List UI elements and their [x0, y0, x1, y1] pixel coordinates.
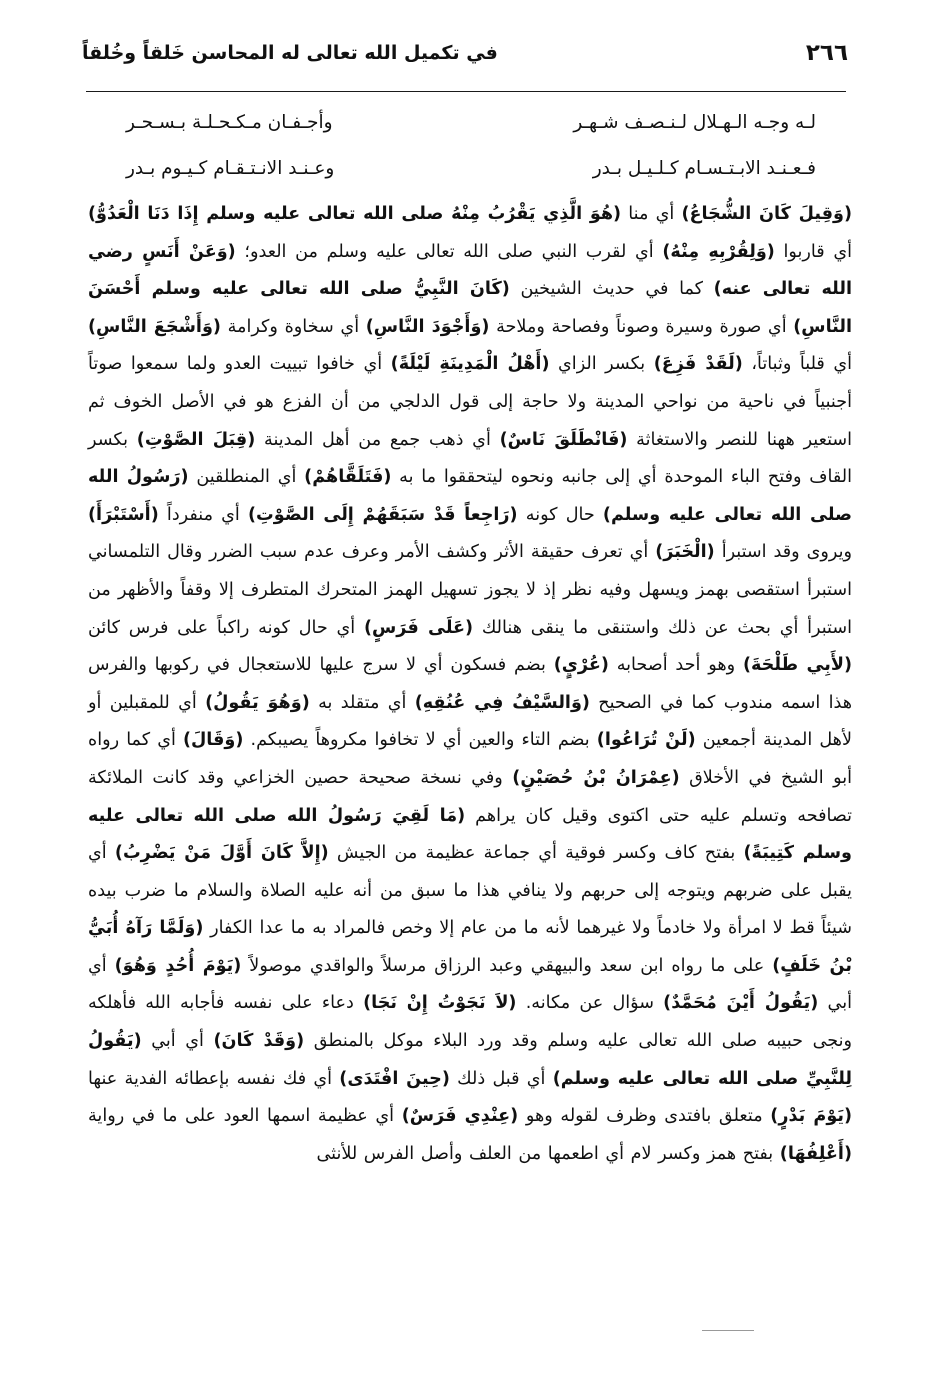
running-title: في تكميل الله تعالى له المحاسن خَلقاً وخُلقاً	[82, 42, 498, 64]
quoted-matn-text: (وَقَدْ كَانَ)	[213, 1031, 305, 1052]
commentary-segment: أي قاربوا	[774, 241, 852, 262]
header-divider	[86, 91, 846, 92]
commentary-segment: أي خافوا تبييت العدو ولما سمعوا صوتاً أجنبياً في ناحية من نواحي المدينة ولا حاجة إلى قول الدلجي من أن الفزع هو في الأصل الخوف ثم استعير ههنا للنصر والاستغاثة	[88, 354, 853, 450]
commentary-segment: أي أبي	[88, 955, 852, 1014]
poem-second-hemistich: وأجـفـان مـكـحـلـة بـسـحـر	[126, 112, 333, 133]
commentary-segment: أي فك نفسه بإعطائه الفدية عنها	[88, 1068, 340, 1089]
poem-verse	[126, 106, 816, 152]
commentary-segment: أي سخاوة وكرامة	[220, 316, 366, 337]
commentary-segment: ويروى وقد استبرأ	[714, 542, 852, 563]
commentary-segment: دعاء على نفسه فأجابه الله فأهلكه ونجى حبيبه صلى الله تعالى عليه وسلم وقد ورد البلاء موكل بالمنطق	[88, 993, 853, 1052]
commentary-segment: أي كما رواه أبو الشيخ في الأخلاق	[88, 730, 853, 788]
quoted-matn-text: (لأَبِي طَلْحَةَ)	[742, 655, 852, 676]
commentary-segment: أي قلباً وثباتاً،	[742, 354, 852, 375]
quoted-matn-text: (وَالسَّيْفُ فِي عُنُقِهِ)	[414, 692, 590, 713]
poem-verse	[126, 152, 816, 198]
commentary-segment: أي متقلد به	[309, 692, 415, 713]
quoted-matn-text: (الْخَبَرَ)	[655, 542, 715, 563]
quoted-matn-text: (إِلاَّ كَانَ أَوَّلَ مَنْ يَضْرِبُ)	[114, 843, 329, 864]
quoted-matn-text: (أَعْلِفُهَا)	[779, 1143, 852, 1164]
quoted-matn-text: (رَاجِعاً قَدْ سَبَقَهُمْ إِلَى الصَّوْتِ)	[247, 504, 518, 525]
commentary-text	[88, 196, 852, 1173]
commentary-segment: بفتح همز وكسر لام أي اطعمها من العلف وأصل الفرس للأنثى	[316, 1143, 780, 1164]
quoted-matn-text: (كَانَ النَّبِيُّ صلى الله تعالى عليه وسلم أَحْسَنَ النَّاسِ)	[88, 279, 852, 337]
quoted-matn-text: (وَقَالَ)	[182, 730, 244, 751]
commentary-segment: وهو أحد أصحابه	[608, 655, 743, 676]
quoted-matn-text: (فَانْطَلَقَ نَاسٌ)	[499, 429, 628, 450]
commentary-segment: على ما رواه ابن سعد والبيهقي وعبد الرزاق مرسلاً والواقدي موصولاً	[241, 955, 773, 976]
commentary-segment: أي يقبل على ضربهم ويتوجه إلى حربهم ولا ينافي هذا ما سبق من أنه عليه الصلاة والسلام ما ضرب بيده شيئاً قط لا امرأة ولا خادماً ولا غيرهما لأنه ما من عام إلا وخص فالمراد به ما عدا الكفار	[88, 843, 853, 939]
commentary-segment: أي لقرب النبي صلى الله تعالى عليه وسلم من العدو؛	[235, 241, 663, 262]
commentary-segment: بكسر الزاي	[549, 354, 654, 375]
running-head	[82, 34, 848, 84]
quoted-matn-text: (يَقُولُ لِلنَّبِيِّ صلى الله تعالى عليه وسلم)	[88, 1031, 852, 1089]
quoted-matn-text: (وَأَشْجَعَ النَّاسِ)	[88, 316, 221, 337]
quoted-matn-text: (حِينَ افْتَدَى)	[339, 1068, 450, 1089]
commentary-segment: بضم التاء والعين أي لا تخافوا مكروهاً يصيبكم.	[243, 730, 597, 751]
quoted-matn-text: (يَوْمَ أُحُدٍ وَهُوَ)	[114, 955, 242, 976]
commentary-segment: أي حال كونه راكباً على فرس كائن	[88, 617, 364, 638]
quoted-matn-text: (أَسْتَبْرَأَ)	[88, 504, 159, 525]
quoted-matn-text: (أَهْلُ الْمَدِينَةِ لَيْلَةً)	[390, 354, 550, 375]
commentary-segment: سؤال عن مكانه.	[516, 993, 664, 1014]
commentary-segment: وفي نسخة صحيحة حصين الخزاعي وقد كانت الملائكة تصافحه وتسلم عليه حتى اكتوى وقيل كان يراهم	[88, 767, 852, 826]
quoted-matn-text: (عِمْرَانُ بْنُ حُصَيْنٍ)	[512, 767, 680, 788]
quoted-matn-text: (عِنْدِي فَرَسٌ)	[401, 1106, 519, 1127]
quoted-matn-text: (هُوَ الَّذِي يَقْرُبُ مِنْهُ صلى الله تعالى عليه وسلم إِذَا دَنَا الْعَدُوُّ)	[88, 204, 622, 224]
quoted-matn-text: (وَهُوَ يَقُولُ)	[205, 692, 310, 713]
quoted-matn-text: (وَعَنْ أَنَسٍ رضي الله تعالى عنه)	[88, 241, 853, 300]
quoted-matn-text: (يَوْمَ بَدْرٍ)	[770, 1106, 852, 1127]
commentary-segment: أي ذهب جمع من أهل المدينة	[255, 429, 500, 450]
quoted-matn-text: (عُرْيٍ)	[553, 655, 609, 676]
quoted-matn-text: (وَأَجْوَدَ النَّاسِ)	[365, 316, 490, 337]
quoted-matn-text: (لَقَدْ فَزِعَ)	[653, 354, 743, 375]
commentary-segment: أي تعرف حقيقة الأثر وكشف الأمر وعرف عدم سبب الضرر وقال التلمساني استبرأ استقصى بهمز ويسهل وفيه نظر إذ لا يجوز تسهيل الهمز المتحرك المتطرف إلا وقفاً والأظهر من استبرأ أي بحث عن ذلك واستنقى ما ينقى هنالك	[88, 542, 852, 638]
poem-first-hemistich: لـه وجـه الـهـلال لـنـصـف شـهـر	[573, 112, 816, 133]
commentary-segment: بضم فسكون أي لا سرج عليها للاستعجال في ركوبها والفرس هذا اسمه مندوب كما في الصحيح	[88, 655, 853, 713]
quoted-matn-text: (قِبَلَ الصَّوْتِ)	[136, 429, 256, 450]
quoted-matn-text: (وَلِقُرْبِهِ مِنْهُ)	[662, 241, 775, 262]
commentary-segment: أي قبل ذلك	[449, 1068, 553, 1089]
commentary-segment: أي المنطلقين	[188, 467, 305, 488]
quoted-matn-text: (مَا لَقِيَ رَسُولُ الله صلى الله تعالى عليه وسلم كَتِيبَةً)	[88, 805, 852, 864]
commentary-segment: أي منفرداً	[158, 504, 248, 525]
quoted-matn-text: (فَتَلَقَّاهُمْ)	[304, 467, 392, 488]
commentary-segment: بفتح كاف وكسر فوقية أي جماعة عظيمة من الجيش	[328, 843, 744, 864]
quoted-matn-text: (وَلَمَّا رَآهُ أُبَيُّ بْنُ خَلَفٍ)	[88, 918, 852, 976]
page-number: ٢٦٦	[805, 40, 848, 66]
poem	[126, 106, 816, 198]
commentary-segment: أي منا	[621, 204, 682, 224]
commentary-segment: بكسر القاف وفتح الباء الموحدة أي إلى جانبه ونحوه ليتحققوا ما به	[88, 429, 852, 488]
commentary-segment: أي صورة وسيرة وصوناً وفصاحة وملاحة	[489, 316, 794, 337]
commentary-segment: أي أبي	[141, 1031, 214, 1052]
poem-first-hemistich: فـعـنـد الابـتـسـام كـلـيـل بـدر	[592, 158, 816, 179]
poem-second-hemistich: وعـنـد الانـتـقـام كـيـوم بـدر	[126, 158, 335, 179]
footer-mark	[702, 1330, 754, 1331]
quoted-matn-text: (لاَ نَجَوْتُ إِنْ نَجَا)	[363, 993, 517, 1014]
commentary-segment: كما في حديث الشيخين	[509, 279, 714, 300]
quoted-matn-text: (رَسُولُ الله صلى الله تعالى عليه وسلم)	[88, 467, 853, 525]
commentary-segment: أي للمقبلين أو لأهل المدينة أجمعين	[88, 692, 852, 751]
quoted-matn-text: (لَنْ تُرَاعُوا)	[596, 730, 696, 751]
commentary-segment: أي عظيمة اسمها العود على ما في رواية	[88, 1106, 402, 1127]
quoted-matn-text: (يَقُولُ أَيْنَ مُحَمَّدٌ)	[663, 993, 819, 1014]
quoted-matn-text: (وَقِيلَ كَانَ الشُّجَاعُ)	[681, 204, 853, 224]
commentary-segment: حال كونه	[517, 504, 603, 525]
quoted-matn-text: (عَلَى فَرَسٍ)	[363, 617, 474, 638]
commentary-segment: متعلق بافتدى وظرف لقوله وهو	[518, 1106, 771, 1127]
